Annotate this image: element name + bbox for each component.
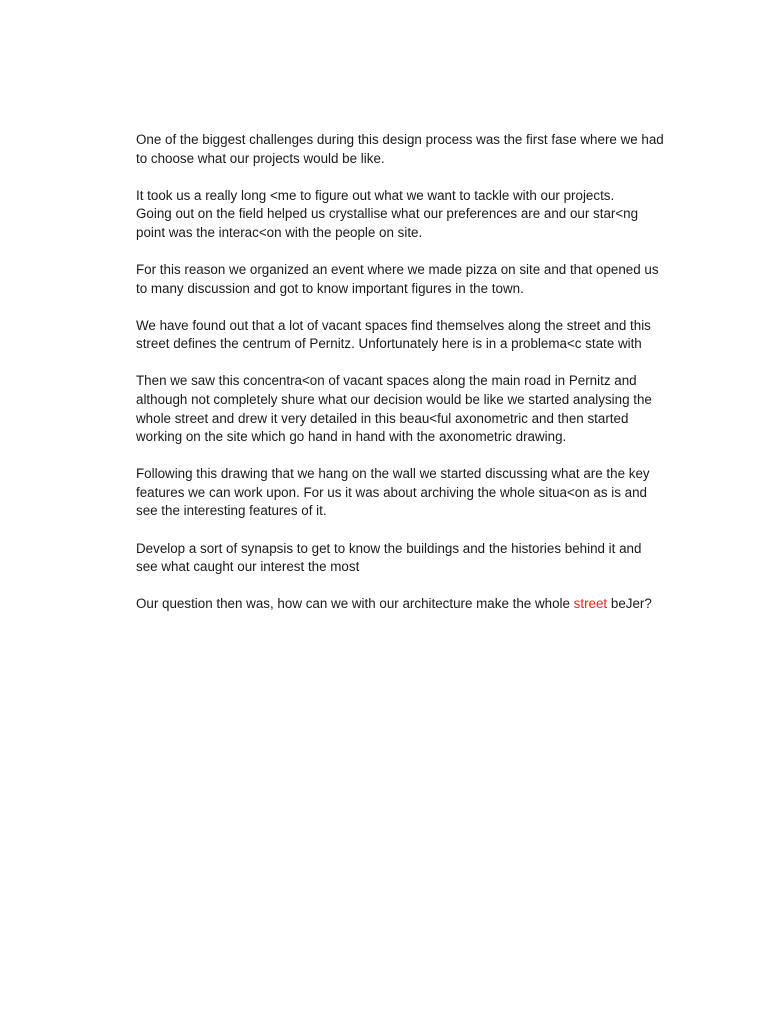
- text-line: One of the biggest challenges during this design process was the first fase where we had: [136, 132, 664, 147]
- paragraph-1: [136, 131, 684, 168]
- text-line: working on the site which go hand in hand with the axonometric drawing.: [136, 429, 567, 445]
- text-line: [136, 595, 684, 614]
- text-line: Following this drawing that we hang on the wall we started discussing what are the key: [136, 466, 650, 482]
- text-line: to choose what our projects would be like.: [136, 150, 385, 166]
- paragraph-final: [136, 595, 684, 614]
- text-line: to many discussion and got to know important figures in the town.: [136, 280, 524, 296]
- text-line: Then we saw this concentra<on of vacant spaces along the main road in Pernitz and: [136, 373, 637, 389]
- highlighted-word: street: [573, 596, 608, 612]
- text-line: It took us a really long <me to figure out what we want to tackle with our projects.: [136, 187, 615, 203]
- paragraph-5: [136, 372, 684, 446]
- document-body: [136, 131, 684, 632]
- text-line: Develop a sort of synapsis to get to know the buildings and the histories behind it and: [136, 540, 642, 556]
- text-line: see the interesting features of it.: [136, 503, 327, 519]
- text-line: Going out on the field helped us crystallise what our preferences are and our star<ng: [136, 206, 639, 222]
- paragraph-4: [136, 317, 684, 354]
- text-line: features we can work upon. For us it was about archiving the whole situa<on as is and: [136, 484, 647, 500]
- final-text-after: beJer?: [607, 596, 652, 612]
- text-line: street defines the centrum of Pernitz. Unfortunately here is in a problema<c state with: [136, 336, 642, 352]
- paragraph-3: [136, 261, 684, 298]
- final-text-before: Our question then was, how can we with our architecture make the whole: [136, 596, 574, 612]
- text-line: whole street and drew it very detailed in this beau<ful axonometric and then started: [136, 410, 629, 426]
- text-line: For this reason we organized an event where we made pizza on site and that opened us: [136, 261, 659, 277]
- text-line: although not completely shure what our decision would be like we started analysing the: [136, 391, 652, 407]
- paragraph-7: [136, 540, 684, 577]
- text-line: point was the interac<on with the people on site.: [136, 224, 423, 240]
- text-line: We have found out that a lot of vacant spaces find themselves along the street and this: [136, 317, 651, 333]
- text-line: see what caught our interest the most: [136, 559, 360, 575]
- paragraph-2: [136, 187, 684, 243]
- paragraph-6: [136, 465, 684, 521]
